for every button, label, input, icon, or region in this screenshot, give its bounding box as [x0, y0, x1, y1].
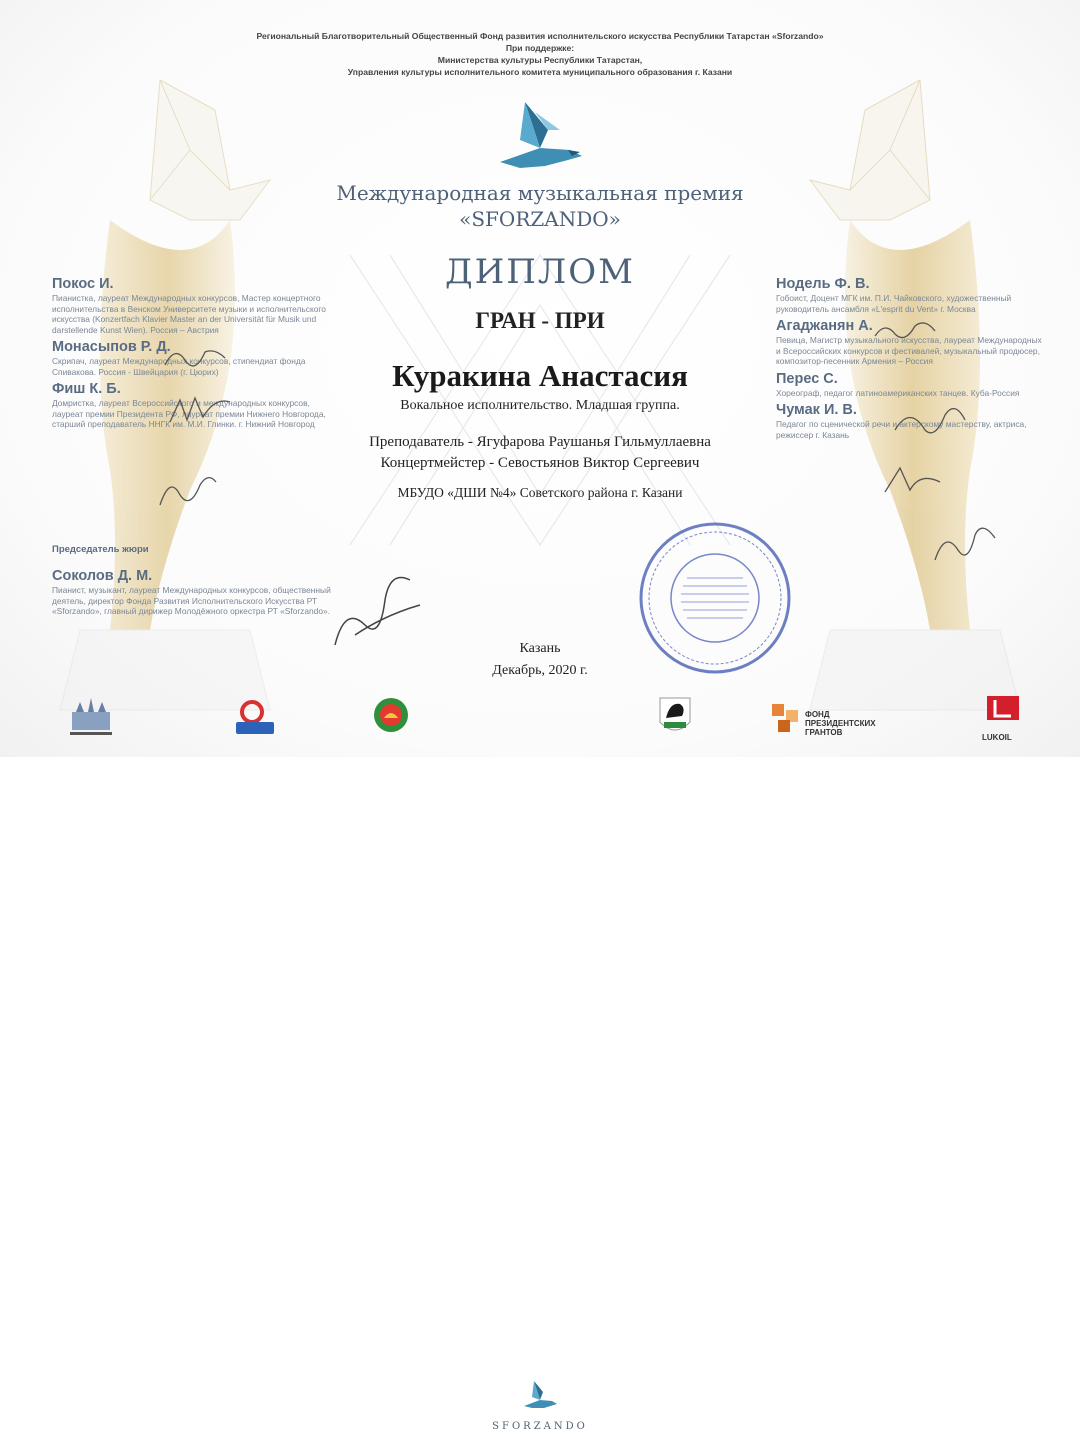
header-line-3: Министерства культуры Республики Татарстан, [437, 55, 643, 65]
juror-name: Покос И. [52, 276, 114, 292]
date-text: Декабрь, 2020 г. [492, 663, 588, 678]
juror-name: Монасыпов Р. Д. [52, 339, 171, 355]
chair-label: Председатель жюри [52, 544, 149, 555]
sforzando-footer-bird [520, 1380, 560, 1414]
juror-name: Чумак И. В. [776, 402, 857, 418]
teacher-line: Преподаватель - Ягуфарова Раушанья Гильмуллаевна [369, 434, 711, 450]
fond-line-3: ГРАНТОВ [805, 728, 843, 737]
header-line-1: Региональный Благотворительный Общественный Фонд развития исполнительского искусства Республики Татарстан «Sforzando» [256, 31, 824, 41]
kazan-emblem-logo [658, 694, 692, 738]
juror-entry [776, 371, 1046, 399]
juror-description: Пианистка, лауреат Международных конкурсов, Мастер концертного исполнительства в Венском Университете музыки и исполнительского искусства (Konzertfach Klavier Master an der Universität für Musik und darstellende Kunst Wien). Россия – Австрия [52, 293, 326, 335]
juror-description: Домристка, лауреат Всероссийского и международных конкурсов, лауреат премии Президента РФ, лауреат премии Нижнего Новгорода, старший преподаватель ННГК им. М.И. Глинки. г. Нижний Новгород [52, 398, 326, 429]
header-line-2: При поддержке: [505, 43, 575, 53]
juror-description: Хореограф, педагог латиноамериканских танцев. Куба-Россия [776, 387, 1020, 398]
signature-nodel [870, 316, 940, 346]
signature-monasypov [165, 392, 235, 427]
signature-agadzhanyan [890, 400, 970, 440]
signature-chumak [930, 520, 1000, 565]
juror-name: Агаджанян А. [776, 318, 873, 334]
place-and-date [420, 638, 660, 682]
teachers-block [300, 432, 780, 474]
accompanist-line: Концертмейстер - Севостьянов Виктор Сергеевич [380, 455, 700, 471]
signature-chair [325, 565, 425, 655]
juror-name: Нодель Ф. В. [776, 276, 870, 292]
chair-description: Пианист, музыкант, лауреат Международных конкурсов, общественный деятель, директор Фонда Развития Исполнительского Искусства РТ «Sforzando», главный дирижер Молодёжного оркестра РТ «Sforzando». [52, 585, 331, 616]
fond-line-2: ПРЕЗИДЕНТСКИХ [805, 719, 876, 728]
juror-description: Певица, Магистр музыкального искусства, лауреат Международных и Всероссийских конкурсов и фестивалей, музыкальный продюсер, композитор-песенник Армения – Россия [776, 335, 1042, 366]
chair-name: Соколов Д. М. [52, 568, 153, 584]
tatarstan-emblem-logo [372, 696, 410, 734]
school-line: МБУДО «ДШИ №4» Советского района г. Казани [397, 485, 683, 500]
award-title: ГРАН - ПРИ [475, 308, 605, 333]
lukoil-text: LUKOIL [982, 733, 1012, 742]
sforzando-footer-logo [478, 1380, 602, 1432]
rgtek-logo [232, 698, 278, 738]
sforzando-bird-logo [490, 100, 590, 180]
prize-title-line-1: Международная музыкальная премия [336, 181, 744, 205]
recipient-name: Куракина Анастасия [392, 358, 688, 393]
juror-description: Гобоист, Доцент МГК им. П.И. Чайковского, художественный руководитель ансамбля «L'esprit du Vent» г. Москва [776, 293, 1012, 314]
signature-peres [880, 462, 950, 497]
city-text: Казань [519, 641, 561, 656]
juror-entry [776, 276, 1046, 314]
lukoil-logo [985, 694, 1021, 722]
juror-description: Педагог по сценической речи и актерскому мастерству, актриса, режиссер г. Казань [776, 419, 1027, 440]
prize-title [300, 180, 780, 232]
jury-chair [52, 568, 332, 617]
ministry-building-logo [68, 694, 114, 738]
prize-title-line-2: «SFORZANDO» [459, 207, 621, 231]
fond-line-1: ФОНД [805, 710, 830, 719]
signature-fish [150, 470, 220, 510]
juror-name: Фиш К. Б. [52, 381, 121, 397]
juror-description: Скрипач, лауреат Международных конкурсов, стипендиат фонда Спивакова. Россия - Швейцария (г. Цюрих) [52, 356, 306, 377]
signature-pokos [160, 340, 230, 370]
fond-grants-text [805, 710, 876, 737]
juror-entry [52, 276, 332, 335]
sponsor-logos [0, 690, 1080, 1432]
header-line-4: Управления культуры исполнительного комитета муниципального образования г. Казани [347, 67, 733, 77]
diploma-title: ДИПЛОМ [444, 252, 635, 292]
presidential-grants-fund-logo [770, 702, 802, 734]
category-text: Вокальное исполнительство. Младшая группа. [400, 398, 680, 413]
sforzando-footer-text: SFORZANDO [492, 1421, 588, 1432]
juror-name: Перес С. [776, 370, 838, 387]
